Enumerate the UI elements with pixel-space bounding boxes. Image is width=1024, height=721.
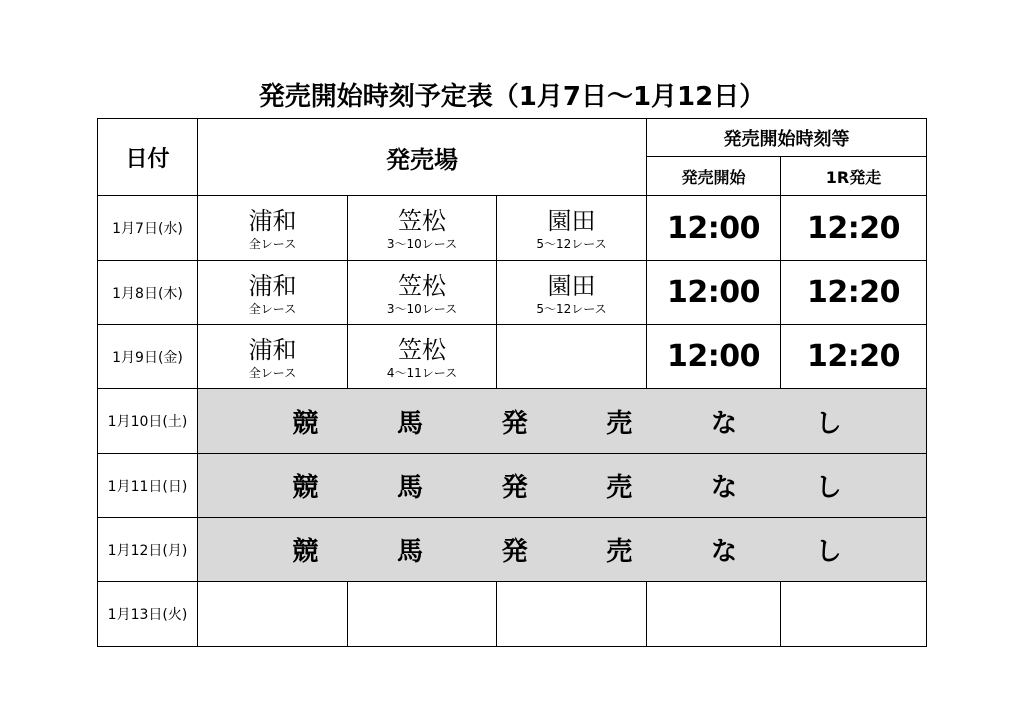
- empty-cell: [647, 582, 781, 647]
- start-time: 12:00: [647, 196, 781, 261]
- no-sale-char: 競: [292, 537, 319, 567]
- header-row-1: [98, 119, 927, 157]
- header-venue: 発売場: [198, 119, 647, 196]
- empty-cell: [348, 582, 497, 647]
- venue-cell: [348, 325, 497, 389]
- header-date: 日付: [98, 119, 198, 196]
- venue-name: 園田: [547, 271, 596, 300]
- venue-name: 浦和: [248, 335, 297, 364]
- no-sale-char: 競: [292, 473, 319, 503]
- date-cell: 1月7日(水): [98, 196, 198, 261]
- header-time-group: 発売開始時刻等: [647, 119, 927, 157]
- date-cell: 1月10日(土): [98, 389, 198, 454]
- venue-cell: [497, 196, 647, 261]
- date-cell: 1月13日(火): [98, 582, 198, 647]
- header-start: 発売開始: [647, 157, 781, 196]
- table-row: [98, 389, 927, 454]
- venue-races: 3～10レース: [386, 237, 458, 251]
- no-sale-cell: [198, 518, 927, 582]
- venue-races: 5～12レース: [536, 237, 607, 251]
- table-row: [98, 454, 927, 518]
- venue-name: 浦和: [248, 207, 297, 235]
- no-sale-char: 競: [292, 408, 319, 439]
- venue-name: 笠松: [398, 207, 446, 235]
- first-race-time: 12:20: [781, 196, 927, 261]
- no-sale-char: 馬: [396, 537, 423, 567]
- venue-name: 園田: [547, 207, 596, 235]
- first-race-time: 12:20: [781, 325, 927, 389]
- venue-races: 全レース: [248, 237, 297, 251]
- no-sale-char: な: [710, 537, 737, 567]
- date-cell: 1月11日(日): [98, 454, 198, 518]
- no-sale-char: し: [815, 473, 842, 503]
- schedule-table: [97, 118, 927, 647]
- venue-name: 笠松: [398, 271, 446, 300]
- venue-cell: [198, 261, 348, 325]
- empty-cell: [781, 582, 927, 647]
- no-sale-cell: [198, 389, 927, 454]
- page-title: 発売開始時刻予定表（1月7日～1月12日）: [258, 82, 766, 112]
- no-sale-char: し: [815, 537, 842, 567]
- table-row: [98, 325, 927, 389]
- venue-name: 浦和: [248, 271, 297, 300]
- no-sale-char: 馬: [396, 473, 423, 503]
- venue-races: 4～11レース: [386, 365, 458, 380]
- no-sale-char: 発: [501, 408, 528, 439]
- empty-cell: [497, 582, 647, 647]
- start-time: 12:00: [647, 325, 781, 389]
- table-row: [98, 582, 927, 647]
- no-sale-char: し: [815, 408, 842, 439]
- start-time: 12:00: [647, 261, 781, 325]
- date-cell: 1月12日(月): [98, 518, 198, 582]
- venue-cell: [198, 325, 348, 389]
- venue-races: 全レース: [248, 365, 297, 380]
- no-sale-cell: [198, 454, 927, 518]
- no-sale-char: 馬: [396, 408, 423, 439]
- venue-cell: [497, 261, 647, 325]
- venue-cell: [348, 261, 497, 325]
- venue-cell: [198, 196, 348, 261]
- no-sale-char: 売: [606, 537, 633, 567]
- no-sale-char: 発: [501, 537, 528, 567]
- header-first-race: 1R発走: [781, 157, 927, 196]
- first-race-time: 12:20: [781, 261, 927, 325]
- venue-cell: [348, 196, 497, 261]
- venue-races: 5～12レース: [536, 301, 607, 316]
- table-row: [98, 518, 927, 582]
- no-sale-char: な: [710, 408, 737, 439]
- venue-name: 笠松: [398, 335, 446, 364]
- date-cell: 1月9日(金): [98, 325, 198, 389]
- no-sale-char: 売: [606, 473, 633, 503]
- no-sale-char: な: [710, 473, 737, 503]
- date-cell: 1月8日(木): [98, 261, 198, 325]
- no-sale-char: 発: [501, 473, 528, 503]
- table-row: [98, 261, 927, 325]
- empty-cell: [198, 582, 348, 647]
- venue-races: 全レース: [248, 301, 297, 316]
- table-row: [98, 196, 927, 261]
- no-sale-char: 売: [606, 408, 633, 439]
- venue-cell-empty: [497, 325, 647, 389]
- venue-races: 3～10レース: [386, 301, 458, 316]
